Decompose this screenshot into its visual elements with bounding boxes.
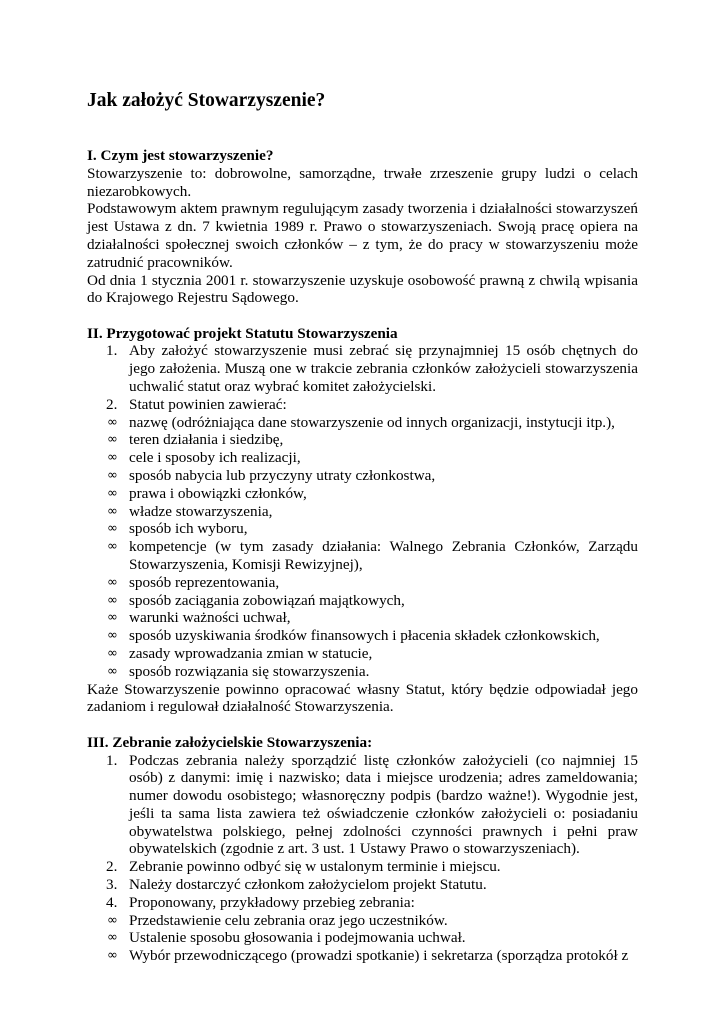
- list-number: 1.: [106, 342, 118, 360]
- infinity-bullet-icon: ∞: [107, 432, 118, 448]
- statute-contents-list: [87, 414, 638, 681]
- infinity-bullet-icon: ∞: [107, 450, 118, 466]
- list-item-text: Proponowany, przykładowy przebieg zebrania:: [129, 893, 415, 911]
- list-item-text: warunki ważności uchwał,: [129, 609, 291, 627]
- list-item: [87, 431, 638, 449]
- list-item-text: zasady wprowadzania zmian w statucie,: [129, 645, 373, 663]
- list-item-text: sposób zaciągania zobowiązań majątkowych,: [129, 591, 405, 609]
- list-item: [87, 876, 638, 894]
- infinity-bullet-icon: ∞: [107, 948, 118, 964]
- section-1-paragraph: Stowarzyszenie to: dobrowolne, samorządne, trwałe zrzeszenie grupy ludzi o celach niezarobkowych.: [87, 164, 638, 200]
- list-item-text: sposób uzyskiwania środków finansowych i płacenia składek członkowskich,: [129, 627, 600, 645]
- list-item: [87, 627, 638, 645]
- infinity-bullet-icon: ∞: [107, 414, 118, 430]
- section-2-heading: II. Przygotować projekt Statutu Stowarzyszenia: [87, 324, 398, 342]
- list-item: [87, 467, 638, 485]
- list-number: 3.: [106, 876, 118, 894]
- list-item-text: Statut powinien zawierać:: [129, 395, 287, 413]
- infinity-bullet-icon: ∞: [107, 628, 118, 644]
- list-item: [87, 894, 638, 912]
- list-item: [87, 503, 638, 521]
- list-item-text: Przedstawienie celu zebrania oraz jego uczestników.: [129, 911, 448, 929]
- list-number: 1.: [106, 751, 118, 769]
- section-1: [87, 147, 638, 307]
- list-item: [87, 574, 638, 592]
- list-number: 2.: [106, 395, 118, 413]
- list-item-text: Należy dostarczyć członkom założycielom projekt Statutu.: [129, 876, 487, 894]
- list-item: [87, 449, 638, 467]
- section-3: [87, 734, 638, 965]
- list-item-text: cele i sposoby ich realizacji,: [129, 449, 301, 467]
- section-2-list: [87, 342, 638, 413]
- document-title: Jak założyć Stowarzyszenie?: [87, 90, 326, 111]
- list-number: 2.: [106, 858, 118, 876]
- list-item-text: sposób ich wyboru,: [129, 520, 248, 538]
- list-item-text: teren działania i siedzibę,: [129, 431, 284, 449]
- section-1-heading: I. Czym jest stowarzyszenie?: [87, 147, 274, 164]
- list-item-text: Ustalenie sposobu głosowania i podejmowania uchwał.: [129, 929, 466, 947]
- list-item: [87, 929, 638, 947]
- list-item-text: Zebranie powinno odbyć się w ustalonym terminie i miejscu.: [129, 858, 501, 876]
- list-number: 4.: [106, 893, 118, 911]
- infinity-bullet-icon: ∞: [107, 663, 118, 679]
- list-item: [87, 858, 638, 876]
- section-2: [87, 325, 638, 717]
- list-item: [87, 663, 638, 681]
- list-item: [87, 912, 638, 930]
- list-item-text: sposób reprezentowania,: [129, 573, 280, 591]
- section-1-paragraph: Podstawowym aktem prawnym regulującym zasady tworzenia i działalności stowarzyszeń jest Ustawa z dn. 7 kwietnia 1989 r. Prawo o stowarzyszeniach. Swoją pracę opiera na działalności społecznej swoich członków – z tym, że do pracy w stowarzyszeniu może zatrudnić pracowników.: [87, 200, 638, 271]
- list-item-text: Aby założyć stowarzyszenie musi zebrać się przynajmniej 15 osób chętnych do jego założenia. Muszą one w trakcie zebrania członków założycieli stowarzyszenia uchwalić statut oraz wybrać komitet założycielski.: [129, 342, 638, 396]
- infinity-bullet-icon: ∞: [107, 503, 118, 519]
- infinity-bullet-icon: ∞: [107, 592, 118, 608]
- list-item-text: sposób nabycia lub przyczyny utraty członkostwa,: [129, 467, 436, 485]
- infinity-bullet-icon: ∞: [107, 574, 118, 590]
- section-2-closing: Każe Stowarzyszenie powinno opracować własny Statut, który będzie odpowiadał jego zadaniom i regulował działalność Stowarzyszenia.: [87, 680, 638, 716]
- infinity-bullet-icon: ∞: [107, 539, 118, 555]
- infinity-bullet-icon: ∞: [107, 521, 118, 537]
- list-item-text: sposób rozwiązania się stowarzyszenia.: [129, 662, 370, 680]
- list-item: [87, 414, 638, 432]
- infinity-bullet-icon: ∞: [107, 610, 118, 626]
- section-3-heading: III. Zebranie założycielskie Stowarzyszenia:: [87, 733, 373, 751]
- list-item-text: nazwę (odróżniająca dane stowarzyszenie od innych organizacji, instytucji itp.),: [129, 413, 615, 431]
- infinity-bullet-icon: ∞: [107, 646, 118, 662]
- infinity-bullet-icon: ∞: [107, 485, 118, 501]
- infinity-bullet-icon: ∞: [107, 930, 118, 946]
- infinity-bullet-icon: ∞: [107, 468, 118, 484]
- list-item: [87, 752, 638, 859]
- list-item: [87, 947, 638, 965]
- section-1-paragraph: Od dnia 1 stycznia 2001 r. stowarzyszenie uzyskuje osobowość prawną z chwilą wpisania do Krajowego Rejestru Sądowego.: [87, 271, 638, 307]
- list-item: [87, 342, 638, 395]
- list-item-text: kompetencje (w tym zasady działania: Walnego Zebrania Członków, Zarządu Stowarzyszenia, Komisji Rewizyjnej),: [129, 538, 638, 574]
- list-item: [87, 645, 638, 663]
- infinity-bullet-icon: ∞: [107, 912, 118, 928]
- list-item-text: Wybór przewodniczącego (prowadzi spotkanie) i sekretarza (sporządza protokół z: [129, 947, 629, 965]
- list-item: [87, 592, 638, 610]
- list-item-text: prawa i obowiązki członków,: [129, 484, 307, 502]
- list-item: [87, 609, 638, 627]
- meeting-agenda-list: [87, 912, 638, 965]
- section-3-list: [87, 752, 638, 912]
- list-item: [87, 485, 638, 503]
- list-item: [87, 520, 638, 538]
- list-item: [87, 396, 638, 414]
- list-item-text: Podczas zebrania należy sporządzić listę członków założycieli (co najmniej 15 osób) z danymi: imię i nazwisko; data i miejsce urodzenia; adres zameldowania; numer dowodu osobistego; własnoręczny podpis (bardzo ważne!). Wygodnie jest, jeśli ta sama lista zawiera też oświadczenie członków założycieli o: posiadaniu obywatelstwa polskiego, pełnej zdolności czynności prawnych i pełni praw obywatelskich (zgodnie z art. 3 ust. 1 Ustawy Prawo o stowarzyszeniach).: [129, 751, 638, 858]
- list-item: [87, 538, 638, 574]
- list-item-text: władze stowarzyszenia,: [129, 502, 273, 520]
